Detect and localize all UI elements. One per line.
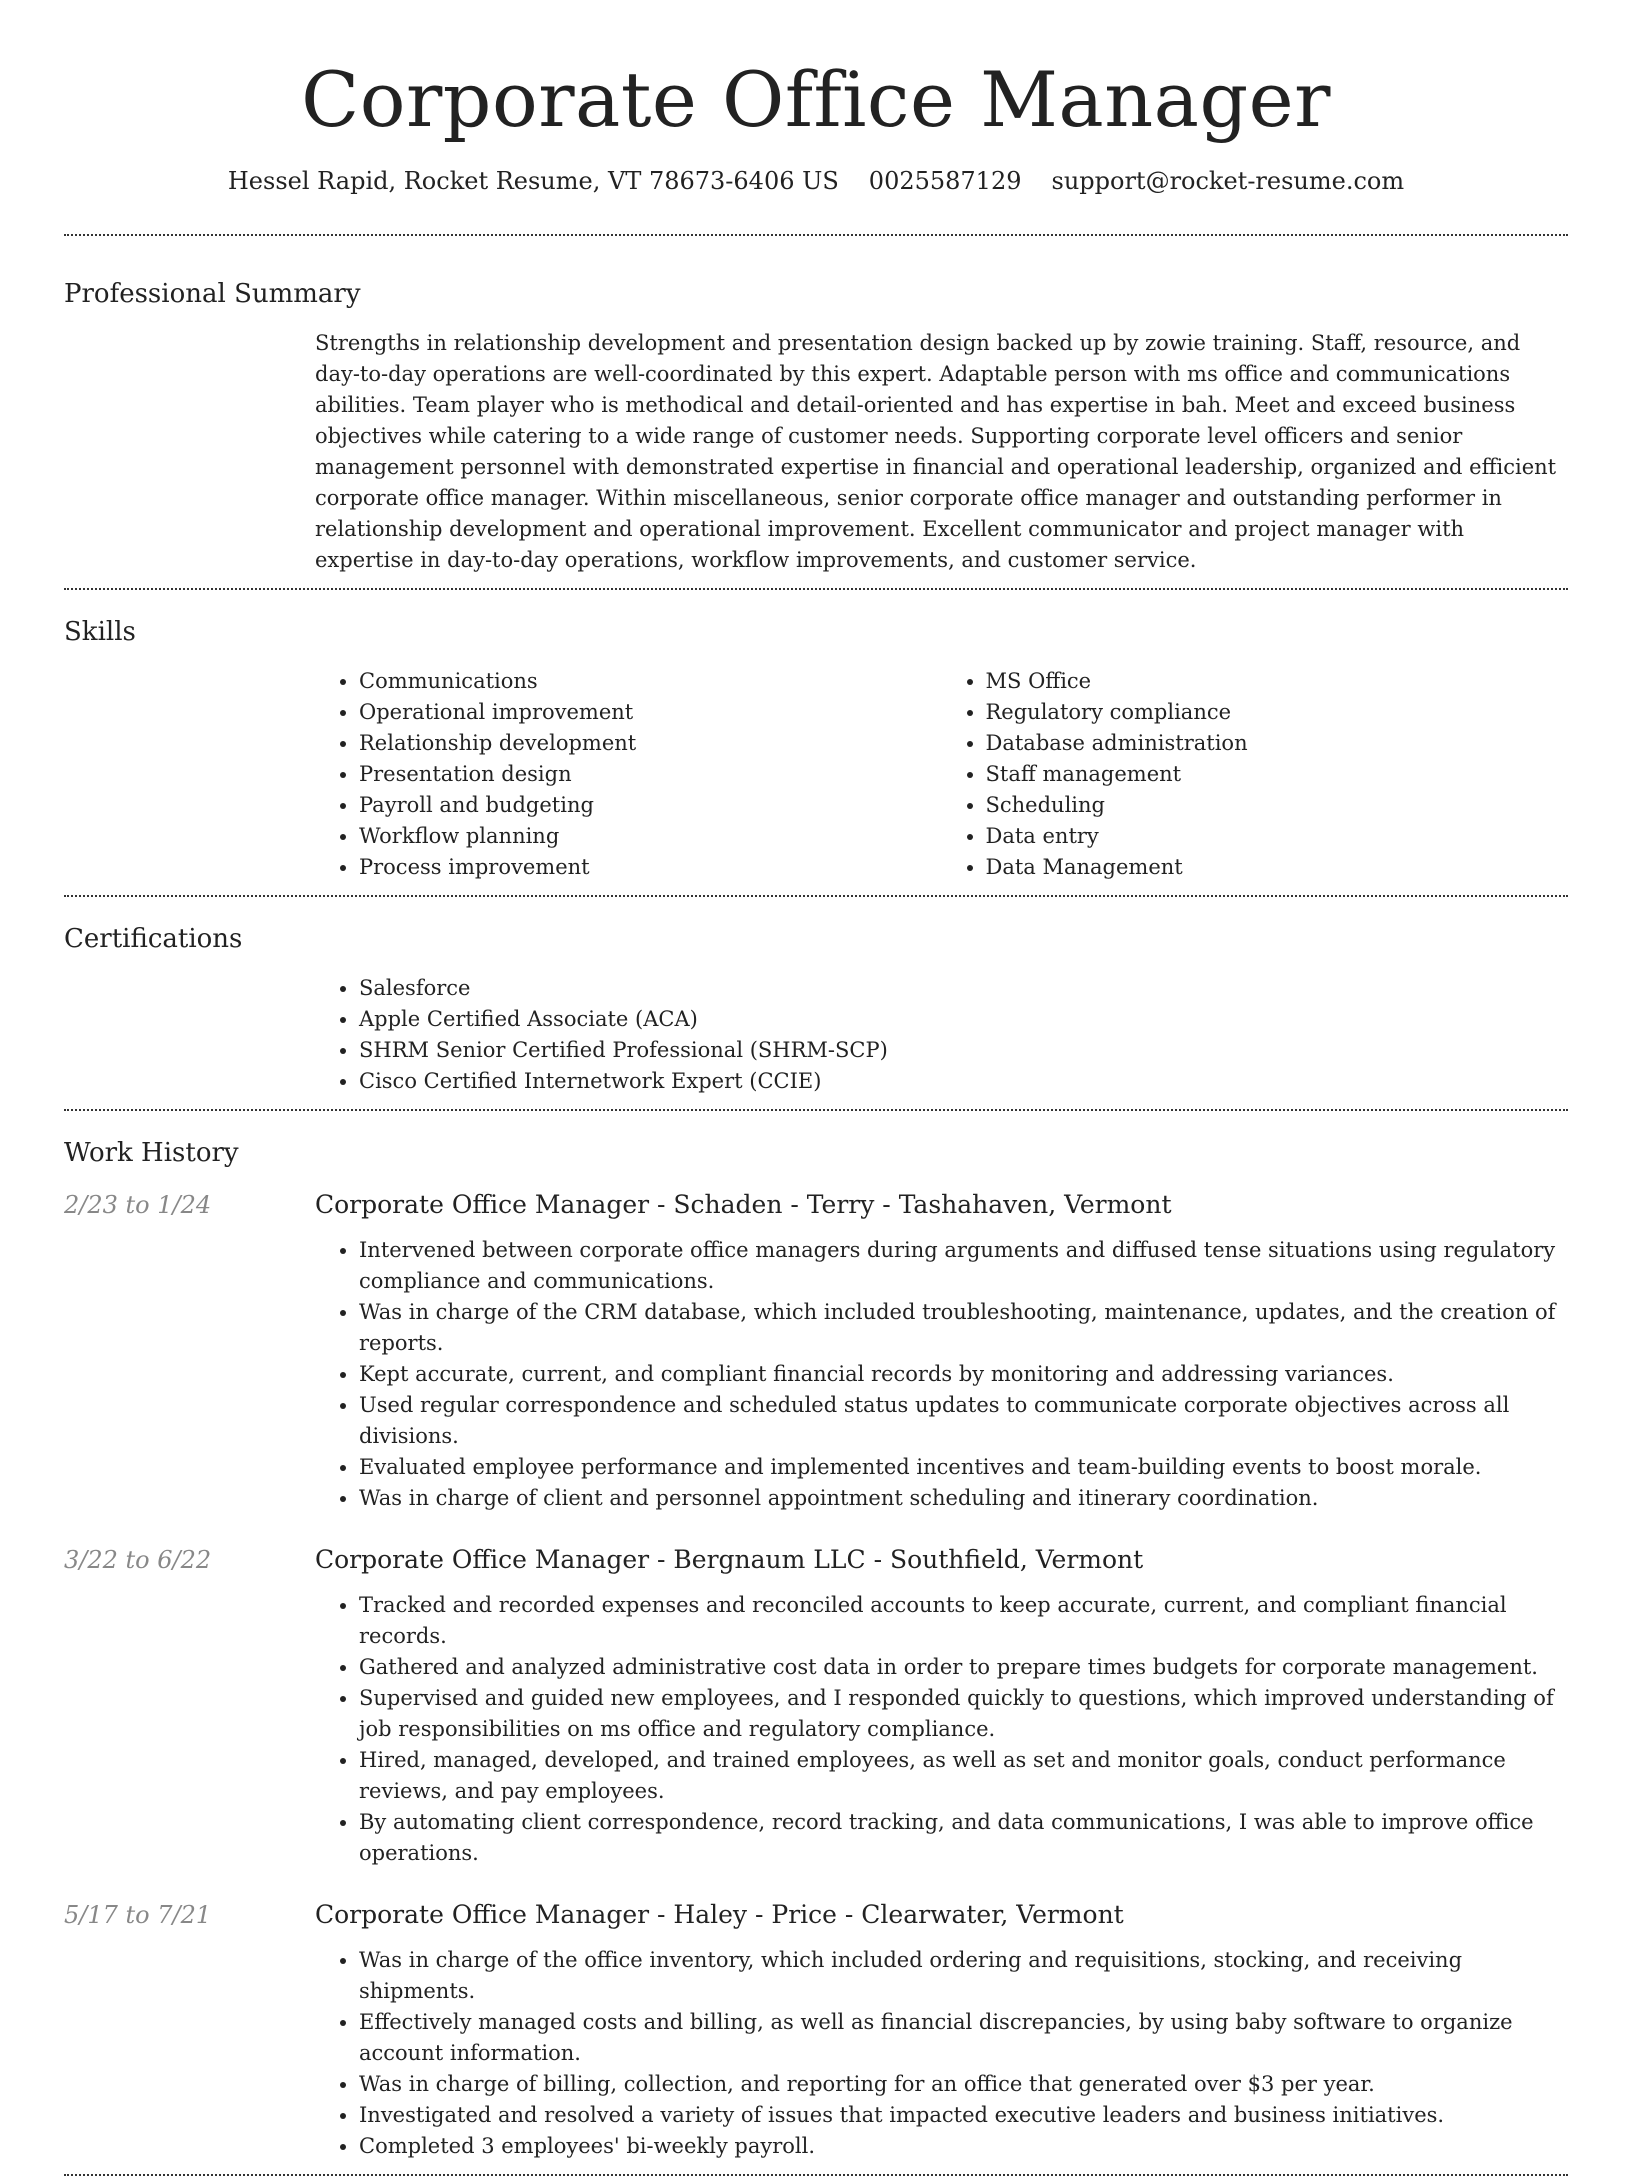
skill-item: • Relationship development [359,728,942,759]
skill-item: • Scheduling [986,790,1569,821]
job-bullet: • Effectively managed costs and billing, as well as financial discrepancies, by using baby software to organize account information. [359,2007,1568,2069]
skill-item: • Regulatory compliance [986,697,1569,728]
job-dates: 3/22 to 6/22 [64,1546,212,1574]
section-title-summary: Professional Summary [64,279,361,309]
job-entry [64,1187,1568,1514]
certifications-content [315,973,1568,1097]
job-bullet: • Investigated and resolved a variety of issues that impacted executive leaders and business initiatives. [359,2100,1568,2131]
summary-content [315,328,1568,576]
skills-list-left [315,666,942,883]
skills-list-right [942,666,1569,883]
skill-item: • Payroll and budgeting [359,790,942,821]
skill-item: • Data Management [986,852,1569,883]
candidate-name: Corporate Office Manager [301,55,1331,144]
skill-item: • Process improvement [359,852,942,883]
job-body [315,1187,1568,1514]
job-bullet: • Was in charge of billing, collection, and reporting for an office that generated over $3 per year. [359,2069,1568,2100]
job-bullet: • Completed 3 employees' bi-weekly payroll. [359,2131,1568,2162]
job-dates: 2/23 to 1/24 [64,1191,212,1219]
resume-header [64,0,1568,198]
job-bullets [315,1945,1568,2162]
job-title: Corporate Office Manager - Haley - Price - Clearwater, Vermont [315,1900,1124,1929]
contact-phone: 0025587129 [868,167,1022,195]
skill-item: • Operational improvement [359,697,942,728]
job-bullet: • Hired, managed, developed, and trained employees, as well as set and monitor goals, conduct performance reviews, and pay employees. [359,1745,1568,1807]
job-bullet: • Used regular correspondence and scheduled status updates to communicate corporate objectives across all divisions. [359,1390,1568,1452]
section-title-skills: Skills [64,617,136,647]
job-title: Corporate Office Manager - Bergnaum LLC - Southfield, Vermont [315,1545,1144,1574]
job-dates: 5/17 to 7/21 [64,1901,212,1929]
job-bullet: • Supervised and guided new employees, and I responded quickly to questions, which improved understanding of job responsibilities on ms office and regulatory compliance. [359,1683,1568,1745]
job-bullet: • Was in charge of the CRM database, which included troubleshooting, maintenance, updates, and the creation of reports. [359,1297,1568,1359]
skill-item: • Presentation design [359,759,942,790]
job-bullet: • Was in charge of the office inventory, which included ordering and requisitions, stocking, and receiving shipments. [359,1945,1568,2007]
certification-item: • SHRM Senior Certified Professional (SHRM-SCP) [359,1035,1568,1066]
job-title: Corporate Office Manager - Schaden - Terry - Tashahaven, Vermont [315,1190,1172,1219]
job-bullet: • Intervened between corporate office managers during arguments and diffused tense situations using regulatory compliance and communications. [359,1235,1568,1297]
job-entry [64,1897,1568,2162]
job-bullets [315,1235,1568,1514]
job-body [315,1542,1568,1869]
certification-item: • Cisco Certified Internetwork Expert (CCIE) [359,1066,1568,1097]
skills-section [64,590,1568,895]
skill-item: • Data entry [986,821,1569,852]
skill-item: • Workflow planning [359,821,942,852]
job-bullet: • Was in charge of client and personnel appointment scheduling and itinerary coordination. [359,1483,1568,1514]
certifications-list [315,973,1568,1097]
certifications-section [64,897,1568,1109]
job-bullet: • Evaluated employee performance and implemented incentives and team-building events to boost morale. [359,1452,1568,1483]
job-bullet: • Tracked and recorded expenses and reconciled accounts to keep accurate, current, and compliant financial records. [359,1590,1568,1652]
job-bullet: • By automating client correspondence, record tracking, and data communications, I was able to improve office operations. [359,1807,1568,1869]
job-bullet: • Gathered and analyzed administrative cost data in order to prepare times budgets for corporate management. [359,1652,1568,1683]
section-title-certifications: Certifications [64,924,243,954]
summary-section [64,236,1568,588]
job-bullet: • Kept accurate, current, and compliant financial records by monitoring and addressing variances. [359,1359,1568,1390]
contact-address: Hessel Rapid, Rocket Resume, VT 78673-6406 US [227,167,839,195]
skill-item: • MS Office [986,666,1569,697]
certification-item: • Salesforce [359,973,1568,1004]
job-body [315,1897,1568,2162]
skill-item: • Communications [359,666,942,697]
work-history-section [64,1111,1568,2174]
job-bullets [315,1590,1568,1869]
section-title-work-history: Work History [64,1138,239,1168]
summary-text: Strengths in relationship development and presentation design backed up by zowie training. Staff, resource, and day-to-day operations are well-coordinated by this expert. Adaptable person with ms office and communications abilities. Team player who is methodical and detail-oriented and has expertise in bah. Meet and exceed business objectives while catering to a wide range of customer needs. Supporting corporate level officers and senior management personnel with demonstrated expertise in financial and operational leadership, organized and efficient corporate office manager. Within miscellaneous, senior corporate office manager and outstanding performer in relationship development and operational improvement. Excellent communicator and project manager with expertise in day-to-day operations, workflow improvements, and customer service. [315,331,1557,572]
contact-email[interactable]: support@rocket-resume.com [1051,167,1405,195]
skills-grid [315,666,1568,883]
skill-item: • Database administration [986,728,1569,759]
skill-item: • Staff management [986,759,1569,790]
job-entry [64,1542,1568,1869]
certification-item: • Apple Certified Associate (ACA) [359,1004,1568,1035]
contact-line [64,164,1568,198]
